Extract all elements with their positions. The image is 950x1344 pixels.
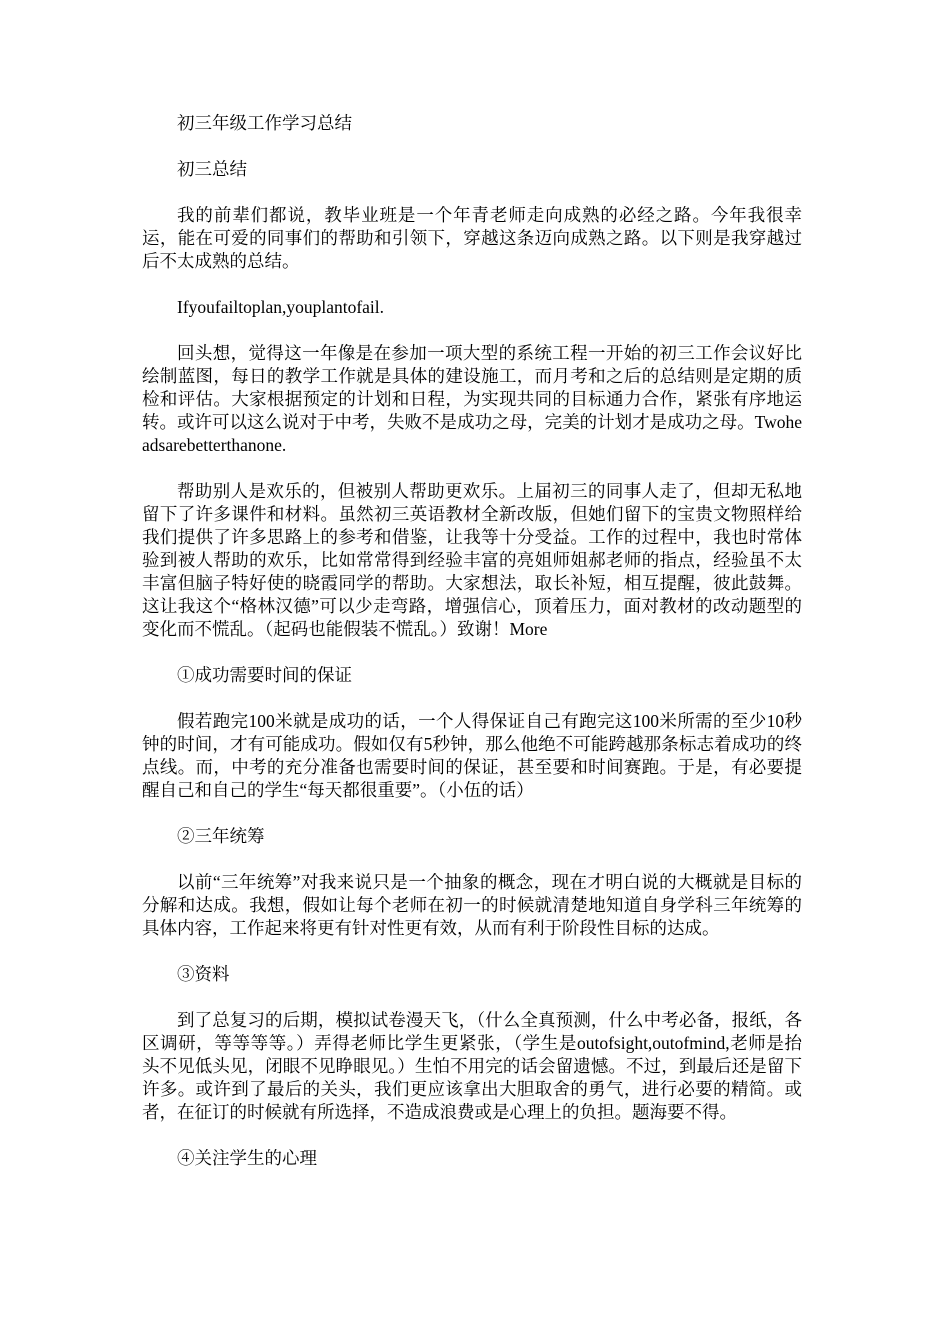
- paragraph-intro: 我的前辈们都说，教毕业班是一个年青老师走向成熟的必经之路。今年我很幸运，能在可爱的同事们的帮助和引领下，穿越这条迈向成熟之路。以下则是我穿越过后不太成熟的总结。: [142, 205, 802, 271]
- document-title: 初三年级工作学习总结: [177, 113, 352, 133]
- section-heading-psychology: ④关注学生的心理: [177, 1148, 317, 1168]
- section-heading-time: ①成功需要时间的保证: [177, 665, 352, 685]
- paragraph-help: 帮助别人是欢乐的，但被别人帮助更欢乐。上届初三的同事人走了，但却无私地留下了许多课件和材料。虽然初三英语教材全新改版，但她们留下的宝贵文物照样给我们提供了许多思路上的参考和借鉴，让我等十分受益。工作的过程中，我也时常体验到被人帮助的欢乐，比如常常得到经验丰富的亮姐师姐郝老师的指点，经验虽不太丰富但脑子特好使的晓霞同学的帮助。大家想法，取长补短，相互提醒，彼此鼓舞。这让我这个“格林汉德”可以少走弯路，增强信心，顶着压力，面对教材的改动题型的变化而不慌乱。（起码也能假装不慌乱。）致谢！More: [142, 481, 802, 639]
- paragraph-time: 假若跑完100米就是成功的话，一个人得保证自己有跑完这100米所需的至少10秒钟的时间，才有可能成功。假如仅有5秒钟，那么他绝不可能跨越那条标志着成功的终点线。而，中考的充分准备也需要时间的保证，甚至要和时间赛跑。于是，有必要提醒自己和自己的学生“每天都很重要”。（小伍的话）: [142, 711, 802, 800]
- paragraph-materials: 到了总复习的后期，模拟试卷漫天飞，（什么全真预测，什么中考必备，报纸，各区调研，等等等等。）弄得老师比学生更紧张，（学生是outofsight,outofmind,老师是抬头不见低头见，闭眼不见睁眼见。）生怕不用完的话会留遗憾。不过，到最后还是留下许多。或许到了最后的关头，我们更应该拿出大胆取舍的勇气，进行必要的精简。或者，在征订的时候就有所选择，不造成浪费或是心理上的负担。题海要不得。: [142, 1010, 802, 1122]
- paragraph-planning: 以前“三年统筹”对我来说只是一个抽象的概念，现在才明白说的大概就是目标的分解和达成。我想，假如让每个老师在初一的时候就清楚地知道自身学科三年统筹的具体内容，工作起来将更有针对性更有效，从而有利于阶段性目标的达成。: [142, 872, 802, 938]
- section-heading-planning: ②三年统筹: [177, 826, 265, 846]
- document-subtitle: 初三总结: [177, 159, 247, 179]
- paragraph-quote-plan: Ifyoufailtoplan,youplantofail.: [177, 297, 385, 317]
- paragraph-reflection: 回头想，觉得这一年像是在参加一项大型的系统工程一开始的初三工作会议好比绘制蓝图，每日的教学工作就是具体的建设施工，而月考和之后的总结则是定期的质检和评估。大家根据预定的计划和日程，为实现共同的目标通力合作，紧张有序地运转。或许可以这么说对于中考，失败不是成功之母，完美的计划才是成功之母。Twoheadsarebetterthanone.: [142, 343, 802, 455]
- document-body: [142, 112, 802, 1170]
- section-heading-materials: ③资料: [177, 964, 230, 984]
